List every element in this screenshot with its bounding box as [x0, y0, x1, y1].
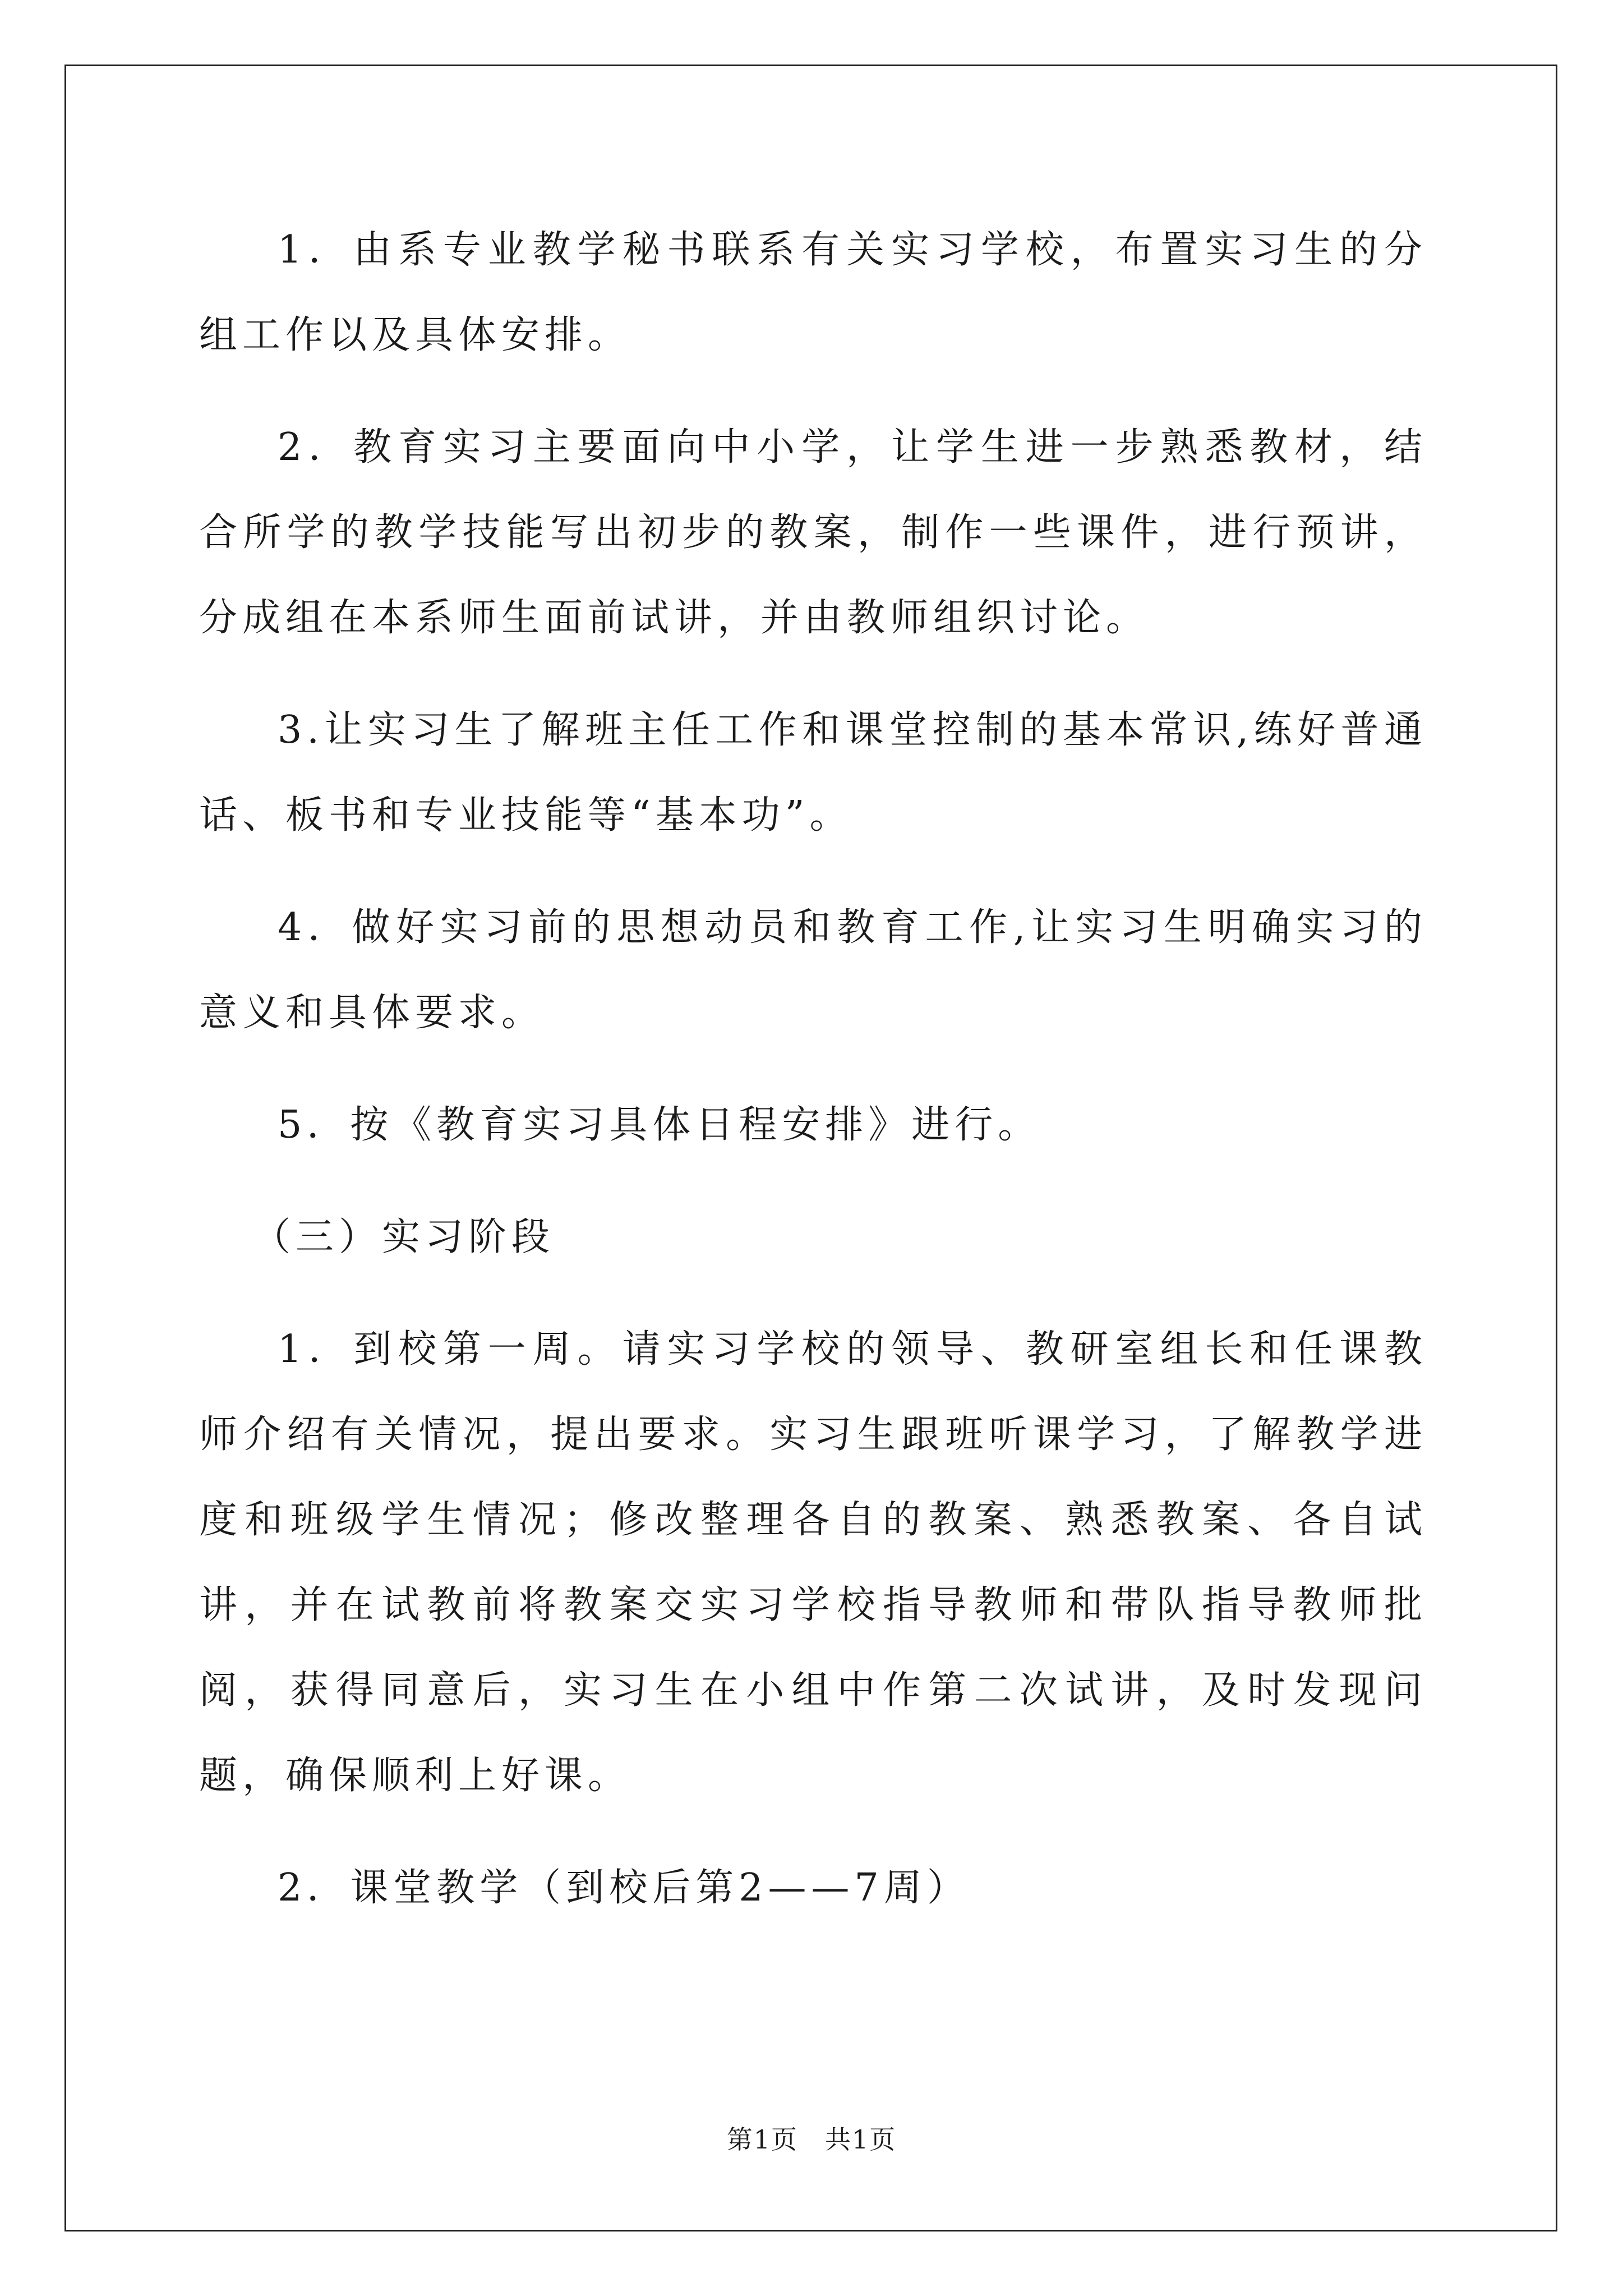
document-body: [199, 208, 1427, 1958]
paragraph-6: 1．到校第一周。请实习学校的领导、教研室组长和任课教师介绍有关情况，提出要求。实习生跟班听课学习，了解教学进度和班级学生情况；修改整理各自的教案、熟悉教案、各自试讲，并在试教前将教案交实习学校指导教师和带队指导教师批阅，获得同意后，实习生在小组中作第二次试讲，及时发现问题，确保顺利上好课。: [199, 1327, 1427, 1798]
paragraph-4: 4．做好实习前的思想动员和教育工作,让实习生明确实习的意义和具体要求。: [199, 905, 1427, 1035]
paragraph-5: 5．按《教育实习具体日程安排》进行。: [278, 1103, 1041, 1147]
paragraph-7: 2．课堂教学（到校后第2——7周）: [278, 1866, 970, 1910]
paragraph-3: 3.让实习生了解班主任工作和课堂控制的基本常识,练好普通话、板书和专业技能等“基本功”。: [199, 708, 1427, 838]
page-number-footer: 第1页 共1页: [726, 2124, 897, 2155]
paragraph-2: 2．教育实习主要面向中小学，让学生进一步熟悉教材，结合所学的教学技能写出初步的教案，制作一些课件，进行预讲，分成组在本系师生面前试讲，并由教师组织讨论。: [199, 425, 1427, 640]
section-heading: （三）实习阶段: [252, 1215, 555, 1259]
paragraph-1: 1．由系专业教学秘书联系有关实习学校，布置实习生的分组工作以及具体安排。: [199, 228, 1427, 357]
